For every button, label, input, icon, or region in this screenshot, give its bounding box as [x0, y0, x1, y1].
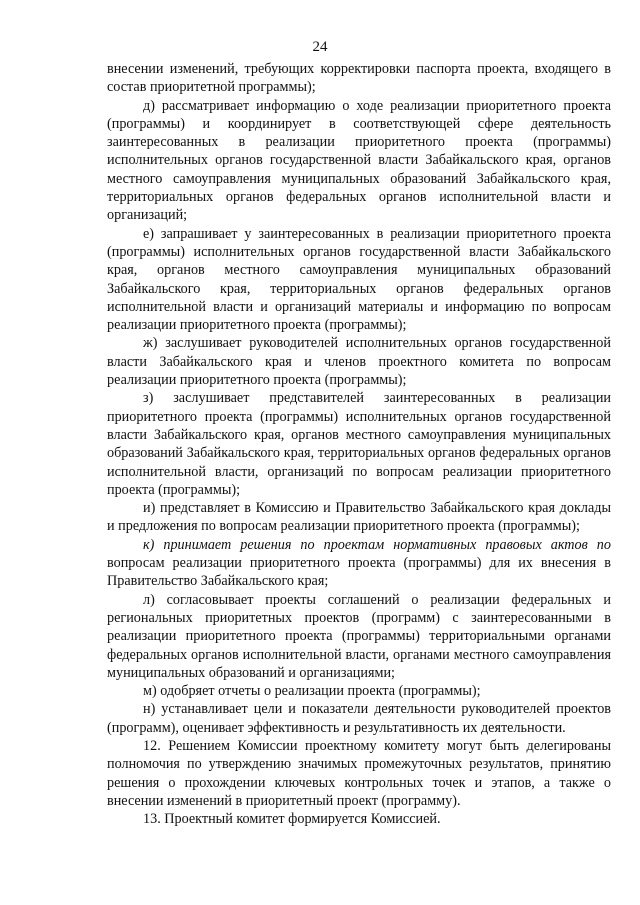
paragraph-item-l: л) согласовывает проекты соглашений о реализации федеральных и региональных приоритетных проектов (программ) с заинтересованными в реализации приоритетного проекта (программы) территориальными органами федеральных органов исполнительной власти, органами местного самоуправления муниципальных образований и организациями; — [107, 591, 611, 681]
paragraph-item-k — [107, 536, 611, 591]
paragraph-item-d: д) рассматривает информацию о ходе реализации приоритетного проекта (программы) и координирует в соответствующей сфере деятельность заинтересованных в реализации приоритетного проекта (программы) исполнительных органов государственной власти Забайкальского края, органов местного самоуправления муниципальных образований Забайкальского края, территориальных органов федеральных органов исполнительной власти и организаций; — [107, 97, 611, 224]
paragraph-item-k-lead: к) принимает решения по проектам нормативных правовых актов по — [143, 536, 611, 553]
document-body — [107, 60, 611, 828]
page-number: 24 — [312, 39, 328, 55]
paragraph-item-13: 13. Проектный комитет формируется Комиссией. — [143, 811, 441, 828]
paragraph-item-n: н) устанавливает цели и показатели деятельности руководителей проектов (программ), оценивает эффективность и результативность их деятельности. — [107, 701, 611, 736]
paragraph-item-12: 12. Решением Комиссии проектному комитету могут быть делегированы полномочия по утверждению значимых промежуточных результатов, принятию решения о прохождении ключевых контрольных точек и этапов, а также о внесении изменений в приоритетный проект (программу). — [107, 737, 611, 809]
paragraph-item-i: и) представляет в Комиссию и Правительство Забайкальского края доклады и предложения по вопросам реализации приоритетного проекта (программы); — [107, 500, 611, 535]
paragraph-item-k-rest: вопросам реализации приоритетного проекта (программы) для их внесения в Правительство Забайкальского края; — [107, 555, 611, 590]
paragraph-item-e: е) запрашивает у заинтересованных в реализации приоритетного проекта (программы) исполнительных органов государственной власти Забайкальского края, органов местного самоуправления муниципальных образований Забайкальского края, территориальных органов федеральных органов исполнительной власти и организаций материалы и информацию по вопросам реализации приоритетного проекта (программы); — [107, 225, 611, 334]
paragraph-item-z: з) заслушивает представителей заинтересованных в реализации приоритетного проекта (программы) исполнительных органов государственной власти Забайкальского края, органов местного самоуправления муниципальных образований Забайкальского края, территориальных органов федеральных органов исполнительной власти, организаций по вопросам реализации приоритетного проекта (программы); — [107, 390, 611, 498]
paragraph-continuation: внесении изменений, требующих корректировки паспорта проекта, входящего в состав приоритетной программы); — [107, 61, 611, 96]
paragraph-item-m: м) одобряет отчеты о реализации проекта (программы); — [143, 683, 481, 700]
paragraph-item-zh: ж) заслушивает руководителей исполнительных органов государственной власти Забайкальского края и членов проектного комитета по вопросам реализации приоритетного проекта (программы); — [107, 335, 611, 389]
